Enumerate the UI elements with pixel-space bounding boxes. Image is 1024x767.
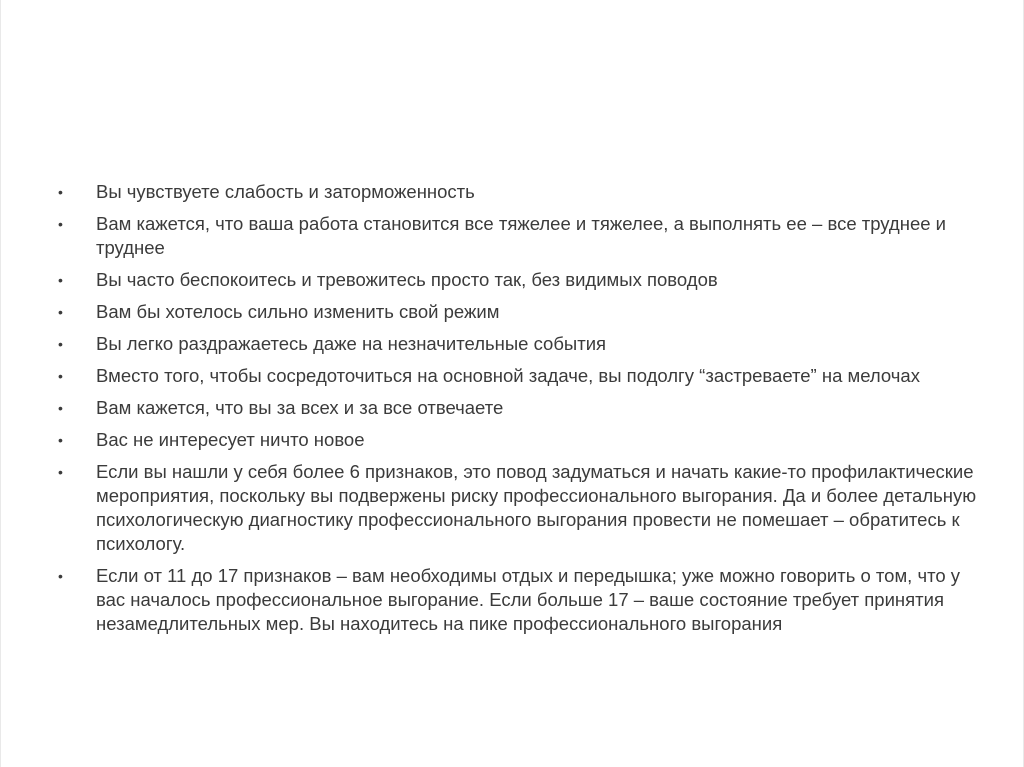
- bullet-item-3: [58, 268, 978, 292]
- bullet-marker: •: [58, 432, 63, 448]
- bullet-item-8: [58, 428, 978, 452]
- slide-left-edge: [0, 0, 1, 767]
- bullet-text: Вам бы хотелось сильно изменить свой режим: [96, 301, 500, 322]
- bullet-item-7: [58, 396, 978, 420]
- bullet-marker: •: [58, 184, 63, 200]
- bullet-text: Вам кажется, что вы за всех и за все отвечаете: [96, 397, 504, 418]
- bullet-marker: •: [58, 368, 63, 384]
- bullet-item-1: [58, 180, 978, 204]
- bullet-text: Вам кажется, что ваша работа становится все тяжелее и тяжелее, а выполнять ее – все труднее и труднее: [96, 213, 946, 258]
- bullet-text: Вас не интересует ничто новое: [96, 429, 365, 450]
- slide-content: [58, 180, 978, 644]
- bullet-list: [58, 180, 978, 636]
- bullet-text: Если от 11 до 17 признаков – вам необходимы отдых и передышка; уже можно говорить о том, что у вас началось профессиональное выгорание. Если больше 17 – ваше состояние требует принятия незамедлительных мер. Вы находитесь на пике профессионального выгорания: [96, 565, 961, 634]
- bullet-marker: •: [58, 336, 63, 352]
- bullet-marker: •: [58, 216, 63, 232]
- bullet-item-6: [58, 364, 978, 388]
- bullet-item-10: [58, 564, 978, 636]
- bullet-text: Вы чувствуете слабость и заторможенность: [96, 181, 475, 202]
- bullet-item-2: [58, 212, 978, 260]
- bullet-text: Вы легко раздражаетесь даже на незначительные события: [96, 333, 607, 354]
- bullet-text: Вместо того, чтобы сосредоточиться на основной задаче, вы подолгу “застреваете” на мелочах: [96, 365, 920, 386]
- bullet-marker: •: [58, 304, 63, 320]
- bullet-marker: •: [58, 464, 63, 480]
- bullet-marker: •: [58, 568, 63, 584]
- bullet-text: Вы часто беспокоитесь и тревожитесь просто так, без видимых поводов: [96, 269, 718, 290]
- bullet-item-5: [58, 332, 978, 356]
- bullet-marker: •: [58, 400, 63, 416]
- bullet-marker: •: [58, 272, 63, 288]
- bullet-item-9: [58, 460, 978, 556]
- bullet-text: Если вы нашли у себя более 6 признаков, это повод задуматься и начать какие-то профилактические мероприятия, поскольку вы подвержены риску профессионального выгорания. Да и более детальную психологическую диагностику профессионального выгорания провести не помешает – обратитесь к психологу.: [96, 461, 977, 554]
- bullet-item-4: [58, 300, 978, 324]
